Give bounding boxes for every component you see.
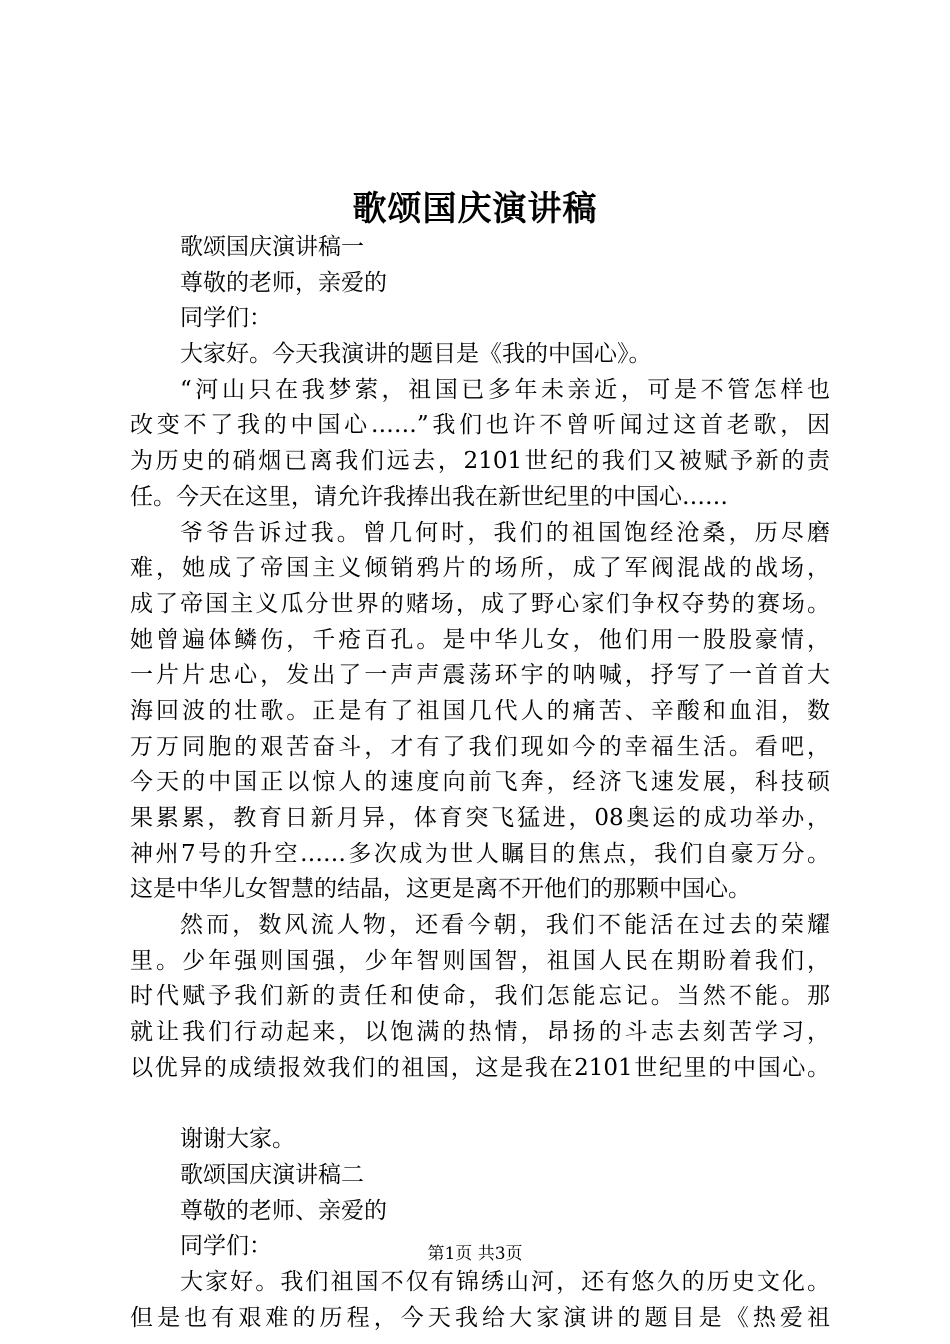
document-body (130, 230, 830, 1336)
paragraph-line: 这是中华儿女智慧的结晶，这更是离不开他们的那颗中国心。 (130, 876, 751, 903)
salutation-line: 尊敬的老师、亲爱的 (180, 1197, 387, 1224)
paragraph-line: 爷爷告诉过我。曾几何时，我们的祖国饱经沧桑，历尽磨 (180, 519, 830, 546)
paragraph-line: 任。今天在这里，请允许我捧出我在新世纪里的中国心…… (130, 483, 728, 510)
paragraph-line: 她曾遍体鳞伤，千疮百孔。是中华儿女，他们用一股股豪情， (130, 626, 830, 653)
paragraph-line: 然而，数风流人物，还看今朝，我们不能活在过去的荣耀 (180, 912, 830, 939)
paragraph-line: 以优异的成绩报效我们的祖国，这是我在2101世纪里的中国心。 (130, 1054, 830, 1081)
paragraph-line: 一片片忠心，发出了一声声震荡环宇的呐喊，抒写了一首首大 (130, 662, 830, 689)
salutation-line: 同学们： (180, 1233, 272, 1260)
paragraph-line: “河山只在我梦萦，祖国已多年未亲近，可是不管怎样也 (180, 376, 830, 403)
paragraph-line: 大家好。我们祖国不仅有锦绣山河，还有悠久的历史文化。 (180, 1268, 830, 1295)
salutation-line: 同学们： (180, 305, 272, 332)
paragraph-line: 就让我们行动起来，以饱满的热情，昂扬的斗志去刻苦学习， (130, 1019, 830, 1046)
paragraph-line: 改变不了我的中国心……”我们也许不曾听闻过这首老歌，因 (130, 412, 830, 439)
salutation-line: 尊敬的老师，亲爱的 (180, 269, 387, 296)
document-title: 歌颂国庆演讲稿 (352, 189, 598, 229)
paragraph-line: 时代赋予我们新的责任和使命，我们怎能忘记。当然不能。那 (130, 983, 830, 1010)
paragraph-line: 万万同胞的艰苦奋斗，才有了我们现如今的幸福生活。看吧， (130, 733, 830, 760)
paragraph-line: 但是也有艰难的历程，今天我给大家演讲的题目是《热爱祖 (130, 1304, 830, 1331)
closing-line: 谢谢大家。 (180, 1126, 295, 1153)
paragraph-line: 难，她成了帝国主义倾销鸦片的场所，成了军阀混战的战场， (130, 555, 830, 582)
paragraph-line: 果累累，教育日新月异，体育突飞猛进，08奥运的成功举办， (130, 805, 830, 831)
paragraph-line: 里。少年强则国强，少年智则国智，祖国人民在期盼着我们， (130, 947, 830, 974)
paragraph-line: 成了帝国主义瓜分世界的赌场，成了野心家们争权夺势的赛场。 (130, 590, 830, 617)
paragraph-line: 今天的中国正以惊人的速度向前飞奔，经济飞速发展，科技硕 (130, 769, 830, 796)
section-heading: 歌颂国庆演讲稿二 (180, 1161, 364, 1188)
blank-line (130, 1087, 830, 1123)
paragraph-line: 为历史的硝烟已离我们远去，2101世纪的我们又被赋予新的责 (130, 448, 830, 475)
paragraph-line: 大家好。今天我演讲的题目是《我的中国心》。 (180, 341, 652, 368)
section-heading: 歌颂国庆演讲稿一 (180, 234, 364, 260)
paragraph-line: 海回波的壮歌。正是有了祖国几代人的痛苦、辛酸和血泪，数 (130, 697, 830, 724)
page-number-footer: 第1页 共3页 (427, 1244, 523, 1264)
paragraph-line: 神州7号的升空……多次成为世人瞩目的焦点，我们自豪万分。 (130, 840, 830, 867)
